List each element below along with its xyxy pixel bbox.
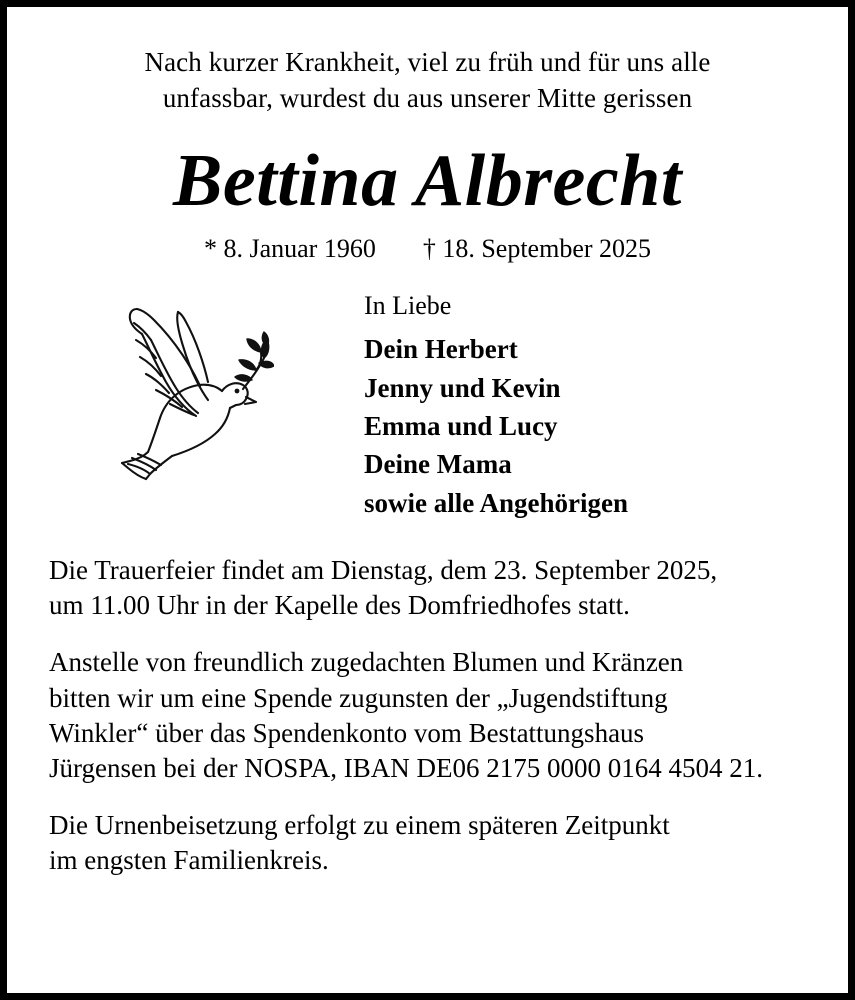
- dove-with-olive-branch-icon: [104, 296, 274, 486]
- mourner-name: sowie alle Angehörigen: [364, 487, 628, 518]
- donation-line-3: Winkler“ über das Spendenkonto vom Bestattungshaus: [49, 717, 645, 748]
- interment-line-1: Die Urnenbeisetzung erfolgt zu einem späteren Zeitpunkt: [49, 809, 670, 840]
- interment-paragraph: [42, 808, 813, 878]
- donation-line-2: bitten wir um eine Spende zugunsten der „Jugendstiftung: [49, 682, 668, 713]
- mourners-heading: In Liebe: [364, 291, 452, 321]
- birth-date: * 8. Januar 1960: [203, 234, 376, 264]
- funeral-service-paragraph: [42, 553, 813, 623]
- intro-line-2: unfassbar, wurdest du aus unserer Mitte gerissen: [162, 82, 693, 113]
- notice-body: [42, 553, 813, 878]
- service-line-2: um 11.00 Uhr in der Kapelle des Domfriedhofes statt.: [49, 590, 630, 621]
- mourner-name: Jenny und Kevin: [364, 372, 561, 403]
- service-line-1: Die Trauerfeier findet am Dienstag, dem 23. September 2025,: [49, 555, 718, 586]
- donation-line-4-iban: Jürgensen bei der NOSPA, IBAN DE06 2175 0000 0164 4504 21.: [49, 752, 763, 783]
- intro-text: [42, 7, 813, 116]
- deceased-name: Bettina Albrecht: [173, 140, 682, 223]
- donation-paragraph: [42, 645, 813, 785]
- dove-and-mourners-row: [42, 290, 813, 535]
- mourners-list: [364, 290, 628, 522]
- interment-line-2: im engsten Familienkreis.: [49, 844, 329, 875]
- intro-line-1: Nach kurzer Krankheit, viel zu früh und für uns alle: [144, 47, 711, 77]
- mourner-name: Deine Mama: [364, 449, 512, 480]
- life-dates: [42, 234, 813, 264]
- mourner-name: Dein Herbert: [364, 334, 518, 365]
- mourner-name: Emma und Lucy: [364, 411, 558, 442]
- death-date: † 18. September 2025: [422, 234, 652, 264]
- donation-line-1: Anstelle von freundlich zugedachten Blumen und Kränzen: [49, 647, 684, 678]
